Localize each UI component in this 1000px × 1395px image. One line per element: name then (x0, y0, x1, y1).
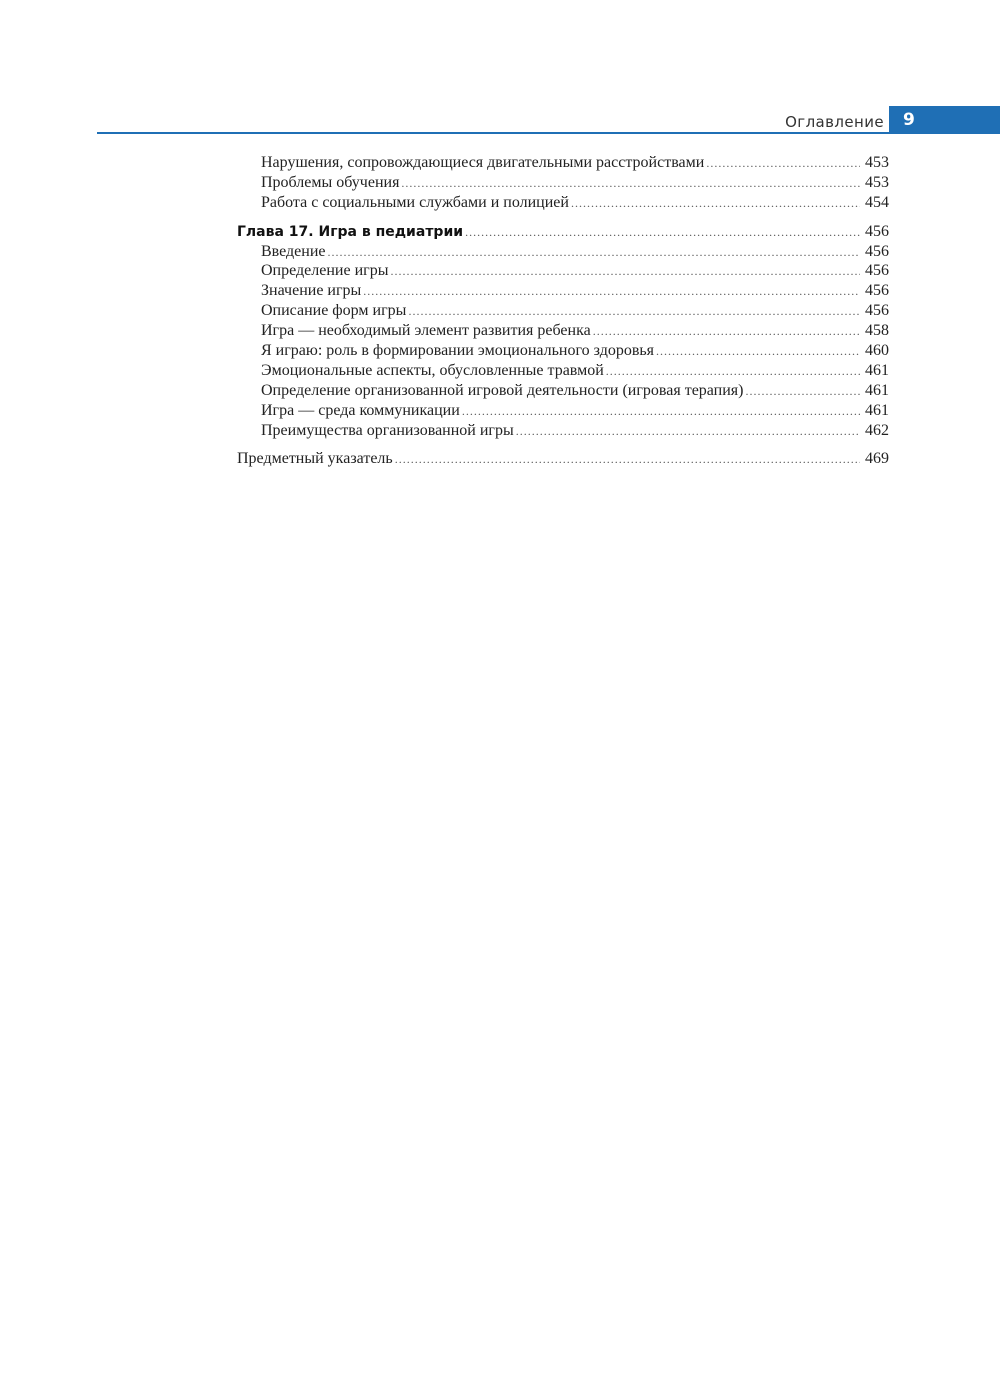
toc-leader-dots (363, 284, 860, 299)
toc-chapter-heading (237, 223, 889, 243)
toc-leader-dots (706, 156, 860, 171)
toc-entry-page: 460 (865, 342, 889, 360)
toc-entry-page: 461 (865, 361, 889, 379)
toc-entry-page: 461 (865, 401, 889, 419)
toc-entry-page: 456 (865, 302, 889, 320)
toc-entry-label: Эмоциональные аспекты, обусловленные травмой (261, 361, 604, 379)
toc-entry (237, 362, 889, 382)
toc-entry-label: Определение игры (261, 262, 389, 280)
toc-entry-page: 461 (865, 381, 889, 399)
toc-entry (237, 243, 889, 263)
toc-entry (237, 382, 889, 402)
toc-chapter-page: 456 (865, 222, 889, 240)
toc-leader-dots (395, 452, 860, 467)
toc-leader-dots (746, 384, 861, 399)
toc-entry (237, 302, 889, 322)
toc-entry-label: Проблемы обучения (261, 173, 400, 191)
toc-entry (237, 262, 889, 282)
page-number: 9 (903, 110, 915, 130)
toc-entry-label: Определение организованной игровой деятельности (игровая терапия) (261, 381, 744, 399)
page-number-badge (889, 106, 1000, 134)
toc-entry-page: 469 (865, 450, 889, 468)
spacer (237, 441, 889, 450)
toc-entry-page: 456 (865, 282, 889, 300)
toc-chapter-label: Глава 17. Игра в педиатрии (237, 223, 464, 240)
toc-leader-dots (593, 324, 860, 339)
toc-leader-dots (465, 225, 860, 240)
toc-entry-page: 458 (865, 322, 889, 340)
toc-entry-label: Игра — среда коммуникации (261, 401, 460, 419)
toc-entry-label: Преимущества организованной игры (261, 421, 514, 439)
toc-leader-dots (408, 304, 860, 319)
toc-leader-dots (328, 245, 861, 260)
page-header (0, 0, 1000, 140)
running-head-title: Оглавление (785, 113, 884, 131)
toc-entry-label: Предметный указатель (237, 450, 393, 468)
toc-entry-label: Введение (261, 242, 326, 260)
toc-entry-label: Описание форм игры (261, 302, 407, 320)
toc-entry-page: 462 (865, 421, 889, 439)
table-of-contents (237, 154, 889, 470)
toc-entry (237, 422, 889, 442)
toc-leader-dots (606, 364, 860, 379)
toc-entry (237, 282, 889, 302)
toc-entry-label: Игра — необходимый элемент развития ребенка (261, 322, 591, 340)
toc-entry-page: 453 (865, 154, 889, 171)
toc-entry (237, 154, 889, 174)
toc-index-entry (237, 450, 889, 470)
toc-leader-dots (656, 344, 860, 359)
toc-leader-dots (390, 264, 860, 279)
toc-entry-page: 454 (865, 193, 889, 211)
toc-leader-dots (462, 404, 860, 419)
toc-entry-page: 456 (865, 242, 889, 260)
header-rule (97, 132, 1000, 134)
spacer (237, 214, 889, 223)
toc-entry (237, 342, 889, 362)
toc-entry (237, 194, 889, 214)
toc-entry-label: Работа с социальными службами и полицией (261, 193, 569, 211)
toc-entry-label: Я играю: роль в формировании эмоционального здоровья (261, 342, 655, 360)
toc-entry-page: 453 (865, 173, 889, 191)
toc-entry-label: Значение игры (261, 282, 362, 300)
toc-entry (237, 174, 889, 194)
toc-entry-page: 456 (865, 262, 889, 280)
toc-leader-dots (401, 176, 860, 191)
toc-entry (237, 322, 889, 342)
toc-entry (237, 402, 889, 422)
toc-entry-label: Нарушения, сопровождающиеся двигательными расстройствами (261, 154, 705, 171)
toc-leader-dots (571, 196, 860, 211)
toc-leader-dots (516, 424, 860, 439)
